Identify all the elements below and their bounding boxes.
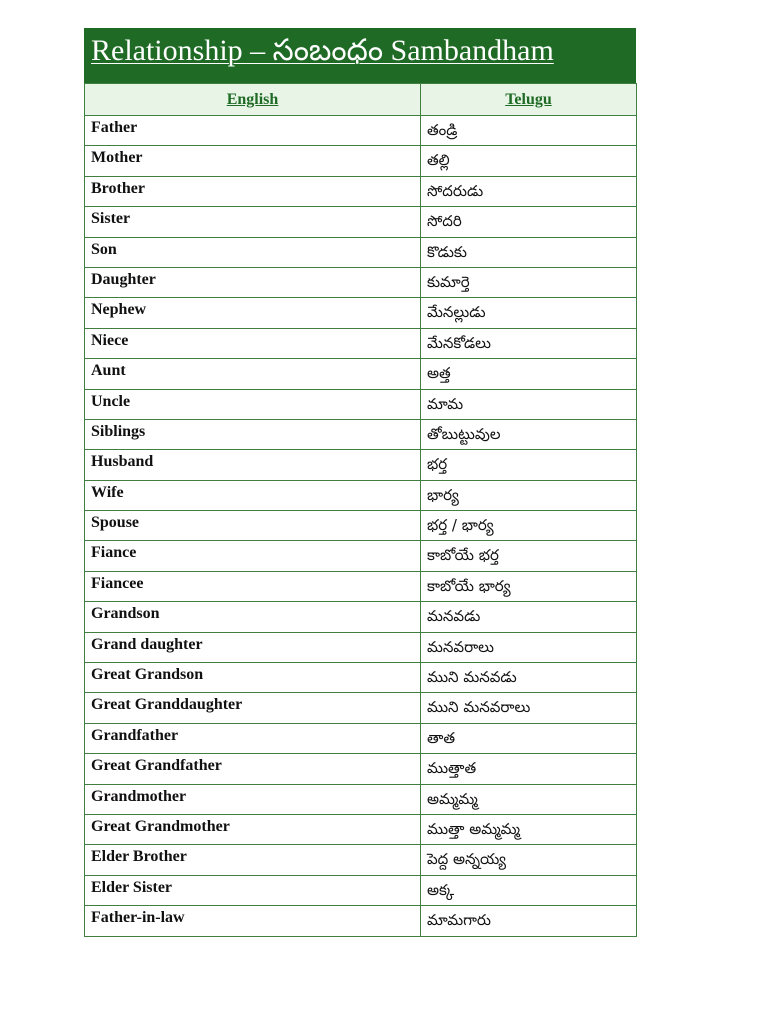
- telugu-term: భార్య: [421, 480, 637, 510]
- telugu-term: మనవరాలు: [421, 632, 637, 662]
- telugu-term: తోబుట్టువుల: [421, 419, 637, 449]
- english-term: Aunt: [85, 359, 421, 389]
- table-row: [85, 602, 637, 632]
- english-term: Fiancee: [85, 571, 421, 601]
- english-term: Fiance: [85, 541, 421, 571]
- table-row: [85, 845, 637, 875]
- table-row: [85, 419, 637, 449]
- table-row: [85, 663, 637, 693]
- table-row: [85, 359, 637, 389]
- table-row: [85, 146, 637, 176]
- table-row: [85, 754, 637, 784]
- column-header-telugu: Telugu: [421, 84, 637, 116]
- table-body: [85, 116, 637, 937]
- table-row: [85, 389, 637, 419]
- relationship-table-container: [84, 28, 636, 937]
- english-term: Uncle: [85, 389, 421, 419]
- telugu-term: మనవడు: [421, 602, 637, 632]
- table-row: [85, 784, 637, 814]
- telugu-term: కాబోయే భర్త: [421, 541, 637, 571]
- telugu-term: అత్త: [421, 359, 637, 389]
- english-term: Elder Sister: [85, 875, 421, 905]
- english-term: Grandfather: [85, 723, 421, 753]
- header-row: [85, 84, 637, 116]
- english-term: Father: [85, 116, 421, 146]
- english-term: Husband: [85, 450, 421, 480]
- telugu-term: తల్లి: [421, 146, 637, 176]
- table-row: [85, 328, 637, 358]
- telugu-term: తండ్రి: [421, 116, 637, 146]
- telugu-term: మామ: [421, 389, 637, 419]
- table-row: [85, 176, 637, 206]
- table-row: [85, 723, 637, 753]
- telugu-term: అక్క: [421, 875, 637, 905]
- english-term: Grand daughter: [85, 632, 421, 662]
- table-row: [85, 541, 637, 571]
- english-term: Spouse: [85, 511, 421, 541]
- telugu-term: కొడుకు: [421, 237, 637, 267]
- telugu-term: కుమార్తె: [421, 267, 637, 297]
- telugu-term: భర్త / భార్య: [421, 511, 637, 541]
- telugu-term: తాత: [421, 723, 637, 753]
- table-row: [85, 875, 637, 905]
- english-term: Sister: [85, 207, 421, 237]
- english-term: Wife: [85, 480, 421, 510]
- english-term: Great Grandson: [85, 663, 421, 693]
- table-row: [85, 632, 637, 662]
- english-term: Great Grandfather: [85, 754, 421, 784]
- vocabulary-table: [84, 83, 637, 937]
- table-row: [85, 480, 637, 510]
- english-term: Grandmother: [85, 784, 421, 814]
- telugu-term: కాబోయే భార్య: [421, 571, 637, 601]
- telugu-term: మేనల్లుడు: [421, 298, 637, 328]
- table-row: [85, 814, 637, 844]
- telugu-term: ముత్తాత: [421, 754, 637, 784]
- english-term: Great Granddaughter: [85, 693, 421, 723]
- table-row: [85, 237, 637, 267]
- english-term: Great Grandmother: [85, 814, 421, 844]
- telugu-term: అమ్మమ్మ: [421, 784, 637, 814]
- telugu-term: సోదరి: [421, 207, 637, 237]
- table-row: [85, 906, 637, 936]
- table-row: [85, 571, 637, 601]
- english-term: Siblings: [85, 419, 421, 449]
- english-term: Elder Brother: [85, 845, 421, 875]
- table-row: [85, 267, 637, 297]
- english-term: Grandson: [85, 602, 421, 632]
- english-term: Daughter: [85, 267, 421, 297]
- english-term: Brother: [85, 176, 421, 206]
- telugu-term: మామగారు: [421, 906, 637, 936]
- english-term: Niece: [85, 328, 421, 358]
- telugu-term: పెద్ద అన్నయ్య: [421, 845, 637, 875]
- english-term: Son: [85, 237, 421, 267]
- table-row: [85, 207, 637, 237]
- english-term: Mother: [85, 146, 421, 176]
- table-row: [85, 298, 637, 328]
- english-term: Father-in-law: [85, 906, 421, 936]
- table-row: [85, 116, 637, 146]
- telugu-term: భర్త: [421, 450, 637, 480]
- telugu-term: ముని మనవరాలు: [421, 693, 637, 723]
- page-title: Relationship – సంబంధం Sambandham: [91, 34, 554, 67]
- telugu-term: ముని మనవడు: [421, 663, 637, 693]
- telugu-term: సోదరుడు: [421, 176, 637, 206]
- table-row: [85, 511, 637, 541]
- english-term: Nephew: [85, 298, 421, 328]
- title-bar: [84, 28, 636, 83]
- column-header-english: English: [85, 84, 421, 116]
- telugu-term: ముత్తా అమ్మమ్మ: [421, 814, 637, 844]
- telugu-term: మేనకోడలు: [421, 328, 637, 358]
- table-row: [85, 693, 637, 723]
- table-row: [85, 450, 637, 480]
